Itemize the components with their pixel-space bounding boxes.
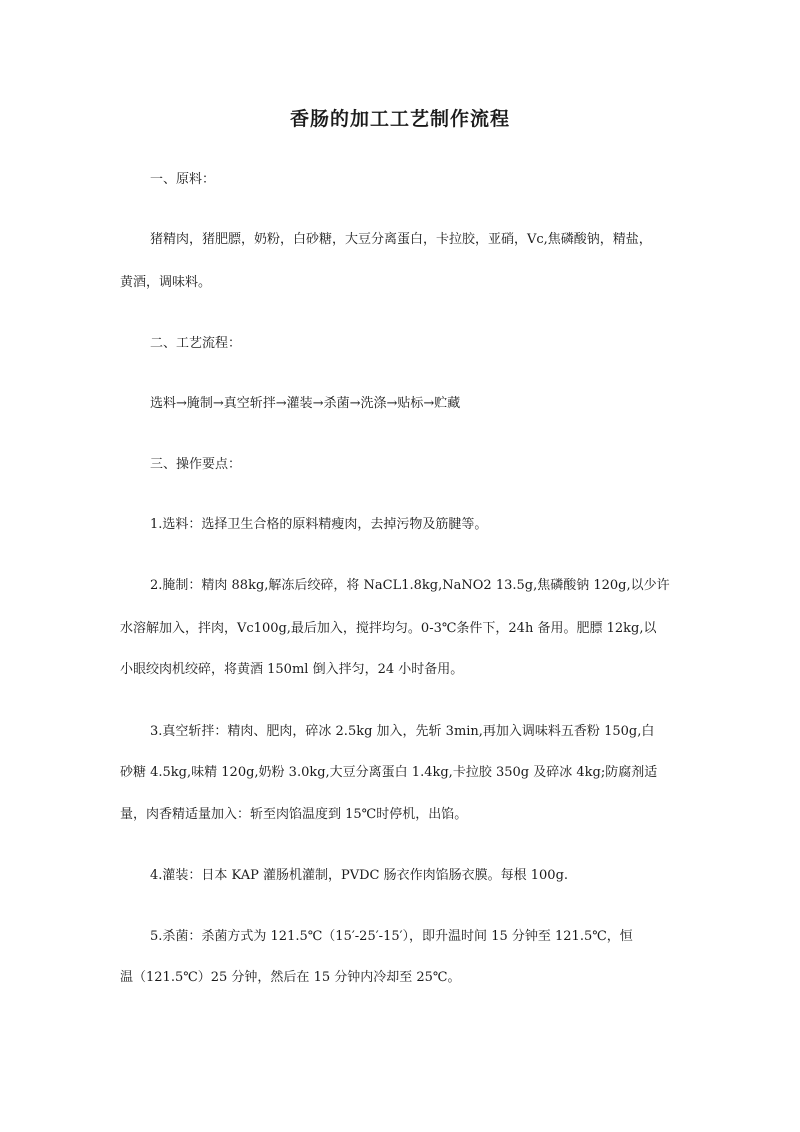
- key-point-2-line-2: 水溶解加入，拌肉，Vc100g,最后加入，搅拌均匀。0-3℃条件下，24h 备用。肥膘 12kg,以: [120, 621, 657, 636]
- key-point-2-line-3: 小眼绞肉机绞碎，将黄酒 150ml 倒入拌匀，24 小时备用。: [120, 662, 464, 677]
- section-heading-key-points: 三、操作要点：: [150, 457, 242, 472]
- key-point-3-line-1: 3.真空斩拌：精肉、肥肉，碎冰 2.5kg 加入，先斩 3min,再加入调味料五香粉 150g,白: [150, 724, 655, 739]
- process-flow-line: 选料→腌制→真空斩拌→灌装→杀菌→洗涤→贴标→贮藏: [150, 396, 461, 411]
- key-point-3-line-2: 砂糖 4.5kg,味精 120g,奶粉 3.0kg,大豆分离蛋白 1.4kg,卡拉胶 350g 及碎冰 4kg;防腐剂适: [120, 765, 658, 780]
- key-point-2-line-1: 2.腌制：精肉 88kg,解冻后绞碎，将 NaCL1.8kg,NaNO2 13.5g,焦磷酸钠 120g,以少许: [150, 578, 670, 593]
- key-point-4-line-1: 4.灌装：日本 KAP 灌肠机灌制，PVDC 肠衣作肉馅肠衣膜。每根 100g.: [150, 868, 569, 883]
- raw-materials-line-1: 猪精肉，猪肥膘，奶粉，白砂糖，大豆分离蛋白，卡拉胶，亚硝，Vc,焦磷酸钠，精盐，: [150, 232, 652, 247]
- document-title: 香肠的加工工艺制作流程: [289, 108, 510, 130]
- section-heading-process-flow: 二、工艺流程：: [150, 336, 242, 351]
- section-heading-raw-materials: 一、原料：: [150, 172, 216, 187]
- key-point-1-line-1: 1.选料：选择卫生合格的原料精瘦肉，去掉污物及筋腱等。: [150, 517, 488, 532]
- raw-materials-line-2: 黄酒，调味料。: [120, 275, 212, 290]
- key-point-3-line-3: 量，肉香精适量加入：斩至肉馅温度到 15℃时停机，出馅。: [120, 807, 468, 822]
- key-point-5-line-2: 温（121.5℃）25 分钟，然后在 15 分钟内冷却至 25℃。: [120, 970, 461, 985]
- key-point-5-line-1: 5.杀菌：杀菌方式为 121.5℃（15′-25′-15′），即升温时间 15 分钟至 121.5℃，恒: [150, 929, 633, 944]
